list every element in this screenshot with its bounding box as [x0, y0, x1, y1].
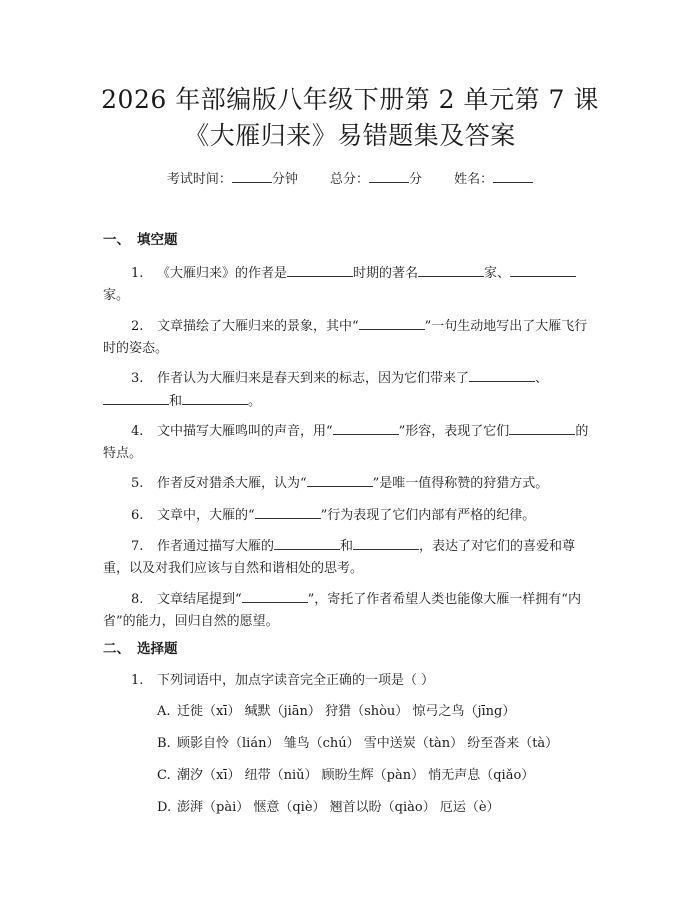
fill-question-6 [103, 504, 597, 527]
question-text: 和 [169, 394, 183, 409]
answer-blank [307, 472, 373, 487]
question-text: ”是唯一值得称赞的狩猎方式。 [372, 476, 549, 491]
choice-option-d [157, 797, 500, 819]
fill-question-1 [103, 262, 597, 307]
answer-blank [353, 535, 419, 550]
answer-blank [242, 588, 308, 603]
option-label: D. [157, 800, 172, 815]
question-text: 文章结尾提到“ [157, 592, 242, 607]
exam-meta [0, 168, 700, 190]
answer-blank [255, 504, 321, 519]
question-text: 文中描写大雁鸣叫的声音，用“ [157, 424, 333, 439]
question-number: 8. [131, 592, 144, 607]
answer-blank [333, 420, 399, 435]
choice-question-1 [103, 670, 597, 692]
answer-blank [469, 367, 535, 382]
exam-name [454, 172, 533, 187]
section-heading-fill [103, 230, 178, 250]
question-text: 作者反对猎杀大雁，认为“ [157, 476, 307, 491]
option-text: 顾影自怜（lián） 雏鸟（chú） 雪中送炭（tàn） 纷至沓来（tà） [177, 736, 559, 751]
exam-score [330, 172, 426, 187]
choice-option-a [157, 701, 515, 723]
question-stem: 下列词语中，加点字读音完全正确的一项是（ ） [157, 673, 435, 688]
question-text: 家、 [484, 266, 511, 281]
section-number: 一、 [103, 232, 130, 248]
question-text: 作者认为大雁归来是春天到来的标志，因为它们带来了 [157, 371, 470, 386]
question-text: 作者通过描写大雁的 [157, 539, 275, 554]
fill-question-8 [103, 588, 597, 633]
page-title-line-1: 2026 年部编版八年级下册第 2 单元第 7 课 [101, 85, 599, 114]
name-blank [493, 168, 533, 183]
answer-blank [418, 262, 484, 277]
answer-blank [510, 262, 576, 277]
question-text: 和 [340, 539, 354, 554]
score-label: 总分： [329, 172, 369, 187]
exam-time [167, 172, 302, 187]
section-title: 选择题 [137, 641, 178, 657]
option-text: 澎湃（pài） 惬意（qiè） 翘首以盼（qiào） 厄运（è） [177, 800, 500, 815]
question-text: 家。 [103, 288, 130, 303]
answer-blank [103, 390, 169, 405]
question-text: ”行为表现了它们内部有严格的纪律。 [320, 508, 536, 523]
fill-question-2 [103, 315, 597, 360]
question-text: 《大雁归来》的作者是 [157, 266, 288, 281]
score-unit: 分 [409, 172, 423, 187]
question-number: 4. [131, 424, 144, 439]
time-unit: 分钟 [271, 172, 298, 187]
fill-question-7 [103, 535, 597, 580]
option-text: 潮汐（xī） 纽带（niǔ） 顾盼生辉（pàn） 悄无声息（qiǎo） [177, 768, 535, 783]
question-number: 6. [131, 508, 144, 523]
section-title: 填空题 [137, 232, 178, 248]
question-text: 文章中，大雁的“ [157, 508, 255, 523]
question-number: 1. [131, 266, 144, 281]
question-number: 3. [131, 371, 144, 386]
option-label: C. [157, 768, 171, 783]
choice-option-c [157, 765, 534, 787]
question-number: 7. [131, 539, 144, 554]
score-blank [369, 168, 409, 183]
question-number: 5. [131, 476, 144, 491]
section-heading-choice [103, 639, 178, 659]
fill-question-3 [103, 367, 597, 413]
question-text: 、 [535, 371, 549, 386]
question-text: 的特点。 [103, 424, 589, 461]
answer-blank [359, 315, 425, 330]
question-text: 。 [248, 394, 262, 409]
option-text: 迁徙（xī） 缄默（jiān） 狩猎（shòu） 惊弓之鸟（jīng） [177, 704, 516, 719]
option-label: B. [157, 736, 171, 751]
question-text: ，表达了对它们的喜爱和尊重，以及对我们应该与自然和谐相处的思考。 [103, 539, 576, 576]
answer-blank [287, 262, 353, 277]
question-text: ”，寄托了作者希望人类也能像大雁一样拥有“内省”的能力，回归自然的愿望。 [103, 592, 581, 629]
answer-blank [274, 535, 340, 550]
question-number: 2. [131, 319, 144, 334]
fill-question-4 [103, 420, 597, 465]
time-label: 考试时间： [166, 172, 232, 187]
question-text: ”形容，表现了它们 [398, 424, 510, 439]
question-number: 1. [131, 673, 144, 688]
choice-option-b [157, 733, 558, 755]
question-text: 时期的著名 [353, 266, 419, 281]
answer-blank [182, 390, 248, 405]
option-label: A. [157, 704, 171, 719]
time-blank [232, 168, 272, 183]
answer-blank [509, 420, 575, 435]
page-title-line-2: 《大雁归来》易错题集及答案 [184, 121, 516, 150]
question-text: 文章描绘了大雁归来的景象，其中“ [157, 319, 359, 334]
section-number: 二、 [103, 641, 130, 657]
question-text: ”一句生动地写出了大雁飞行时的姿态。 [103, 319, 588, 356]
fill-question-5 [103, 472, 597, 495]
name-label: 姓名： [454, 172, 494, 187]
